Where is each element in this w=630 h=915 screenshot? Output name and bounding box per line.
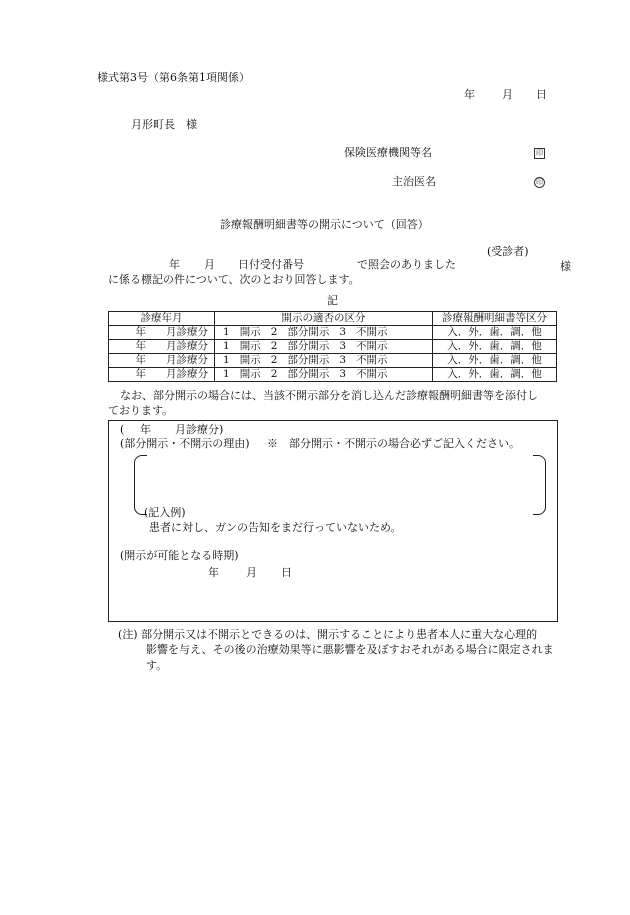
patient-label: (受診者) bbox=[487, 245, 529, 258]
type-cell: 入．外．歯．調．他 bbox=[433, 326, 557, 340]
bracket-right bbox=[533, 455, 546, 515]
disclosure-cell: 1 開示 2 部分開示 3 不開示 bbox=[215, 368, 433, 382]
doctor-label: 主治医名 bbox=[392, 175, 436, 188]
date-day: 日 bbox=[536, 88, 547, 101]
table-row bbox=[109, 326, 557, 340]
footnote-line3: す。 bbox=[146, 659, 168, 672]
institution-seal-icon: 印 bbox=[536, 149, 543, 157]
header-disclosure: 開示の適否の区分 bbox=[215, 312, 433, 326]
period-open: ( bbox=[120, 423, 125, 436]
date-month: 月 bbox=[502, 88, 513, 101]
disclosure-cell: 1 開示 2 部分開示 3 不開示 bbox=[215, 354, 433, 368]
reason-note: ※ 部分開示・不開示の場合必ずご記入ください。 bbox=[267, 437, 520, 450]
form-number: 様式第3号（第6条第1項関係） bbox=[97, 71, 250, 84]
partial-note-line2: ております。 bbox=[108, 404, 174, 417]
document-title: 診療報酬明細書等の開示について（回答） bbox=[220, 218, 429, 231]
addressee: 月形町長 様 bbox=[131, 118, 197, 131]
period-cell: 年 月診療分 bbox=[109, 354, 215, 368]
table-row bbox=[109, 368, 557, 382]
doctor-seal-icon: 印 bbox=[536, 178, 543, 186]
period-cell: 年 月診療分 bbox=[109, 340, 215, 354]
date-year: 年 bbox=[464, 88, 475, 101]
possible-day: 日 bbox=[281, 566, 292, 579]
header-document-type: 診療報酬明細書等区分 bbox=[433, 312, 557, 326]
institution-label: 保険医療機関等名 bbox=[344, 146, 432, 159]
line1-month: 月 bbox=[204, 258, 215, 271]
disclosure-cell: 1 開示 2 部分開示 3 不開示 bbox=[215, 340, 433, 354]
type-cell: 入．外．歯．調．他 bbox=[433, 340, 557, 354]
possible-year: 年 bbox=[208, 566, 219, 579]
reason-label: (部分開示・不開示の理由) bbox=[120, 437, 250, 450]
line1-receipt: 日付受付番号 bbox=[238, 258, 304, 271]
line1-inquiry: で照会のありました bbox=[357, 258, 456, 271]
header-period: 診療年月 bbox=[109, 312, 215, 326]
table-row bbox=[109, 354, 557, 368]
line1-year: 年 bbox=[169, 258, 180, 271]
line1-sama: 様 bbox=[560, 260, 571, 273]
ki-label: 記 bbox=[327, 294, 338, 307]
type-cell: 入．外．歯．調．他 bbox=[433, 354, 557, 368]
period-month: 月診療分) bbox=[175, 423, 224, 436]
period-cell: 年 月診療分 bbox=[109, 368, 215, 382]
table-row bbox=[109, 340, 557, 354]
footnote-line2: 影響を与え、その後の治療効果等に悪影響を及ぼすおそれがある場合に限定されま bbox=[146, 643, 554, 656]
example-text: 患者に対し、ガンの告知をまだ行っていないため。 bbox=[149, 521, 402, 534]
line2-text: に係る標記の件について、次のとおり回答します。 bbox=[108, 273, 360, 286]
period-year: 年 bbox=[140, 423, 151, 436]
table-header-row bbox=[109, 312, 557, 326]
footnote-line1: (注) 部分開示又は不開示とできるのは、開示することにより患者本人に重大な心理的 bbox=[118, 628, 538, 641]
disclosure-cell: 1 開示 2 部分開示 3 不開示 bbox=[215, 326, 433, 340]
disclosure-table bbox=[108, 311, 557, 382]
type-cell: 入．外．歯．調．他 bbox=[433, 368, 557, 382]
period-cell: 年 月診療分 bbox=[109, 326, 215, 340]
partial-note-line1: なお、部分開示の場合には、当該不開示部分を消し込んだ診療報酬明細書等を添付し bbox=[120, 389, 538, 402]
possible-month: 月 bbox=[246, 566, 257, 579]
example-label: (記入例) bbox=[144, 506, 186, 519]
possible-label: (開示が可能となる時期) bbox=[120, 549, 239, 562]
